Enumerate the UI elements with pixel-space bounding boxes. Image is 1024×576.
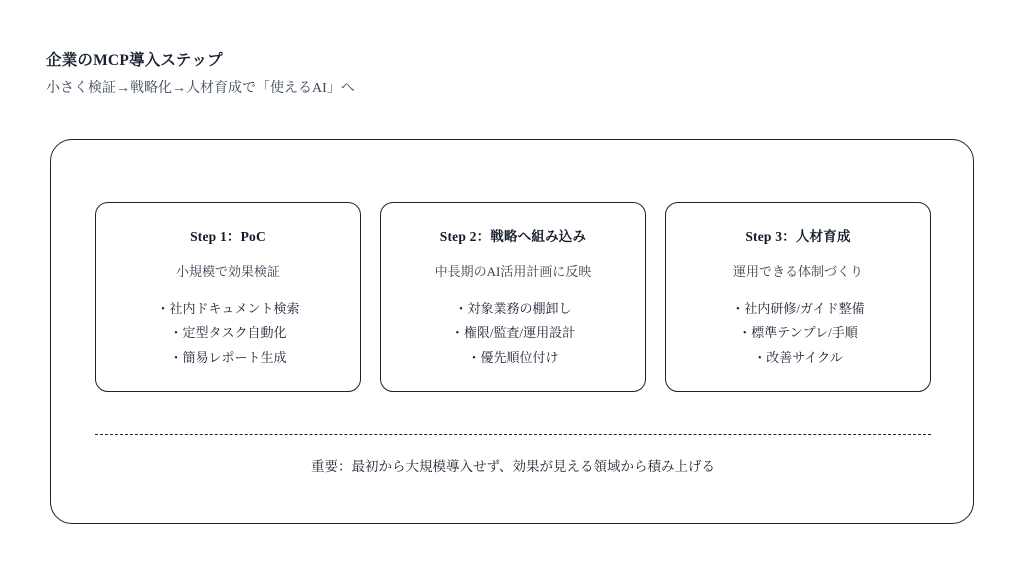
list-item: ・対象業務の棚卸し [454, 300, 572, 316]
step-bullet-list [731, 301, 864, 366]
steps-row [95, 202, 931, 392]
list-item: ・簡易レポート生成 [169, 349, 287, 365]
step-title: Step 3：人材育成 [745, 229, 851, 244]
step-bullet-list [451, 301, 575, 366]
list-item: ・標準テンプレ/手順 [738, 325, 858, 341]
list-item: ・優先順位付け [467, 349, 559, 365]
step-bullet-list [156, 301, 299, 366]
step-subtitle: 中長期のAI活用計画に反映 [434, 264, 592, 280]
header [46, 52, 946, 97]
page-subtitle: 小さく検証→戦略化→人材育成で「使えるAI」へ [46, 80, 355, 96]
footer-note: 重要：最初から大規模導入せず、効果が見える領域から積み上げる [311, 459, 715, 474]
diagram-container [50, 139, 974, 524]
step-title: Step 2：戦略へ組み込み [439, 229, 587, 244]
list-item: ・社内ドキュメント検索 [156, 300, 300, 316]
list-item: ・権限/監査/運用設計 [450, 325, 576, 341]
list-item: ・改善サイクル [753, 349, 843, 365]
step-card-1[interactable] [95, 202, 361, 392]
dashed-divider [95, 434, 931, 435]
list-item: ・定型タスク自動化 [169, 325, 287, 341]
list-item: ・社内研修/ガイド整備 [731, 300, 865, 316]
step-subtitle: 運用できる体制づくり [732, 264, 863, 280]
step-subtitle: 小規模で効果検証 [175, 264, 280, 280]
page-title: 企業のMCP導入ステップ [46, 52, 223, 69]
step-title: Step 1：PoC [190, 229, 266, 244]
step-card-3[interactable] [665, 202, 931, 392]
step-card-2[interactable] [380, 202, 646, 392]
